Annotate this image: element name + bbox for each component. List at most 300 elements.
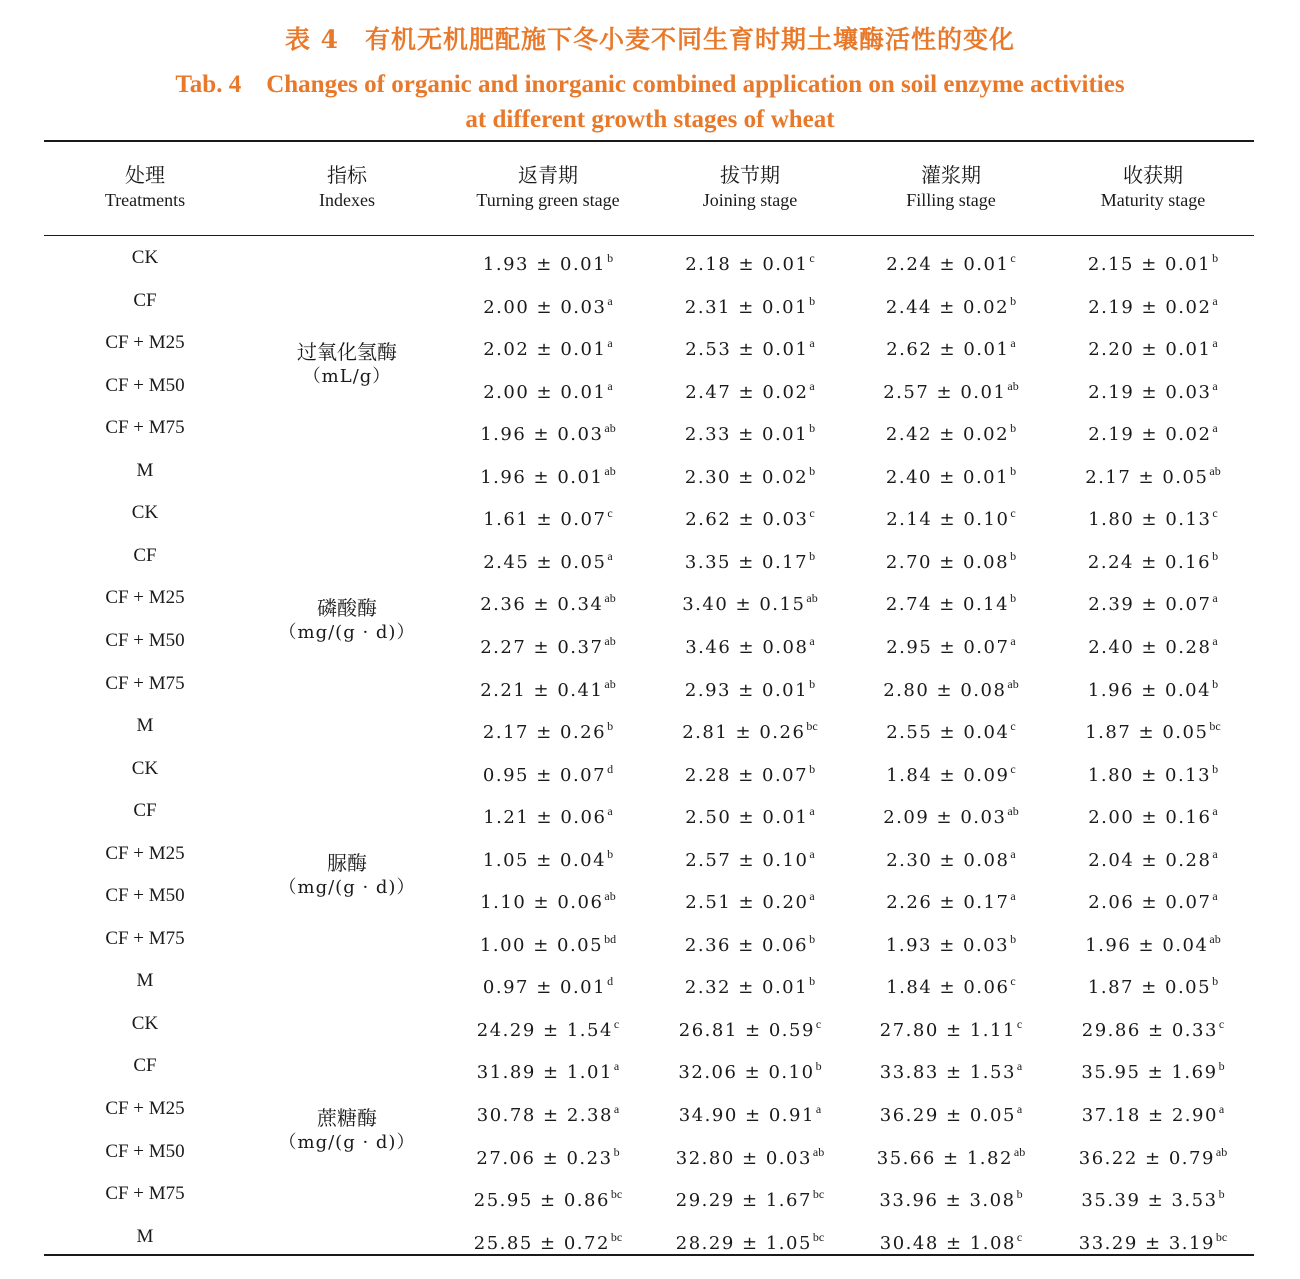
significance-letter: a bbox=[613, 1059, 620, 1074]
significance-letter: a bbox=[1212, 293, 1218, 308]
significance-letter: c bbox=[809, 251, 815, 265]
treatment-cell: CF + M50 bbox=[105, 374, 185, 396]
mean-sd-value: 1.61 ± 0.07 bbox=[483, 509, 607, 531]
treatment-cell: CF bbox=[133, 1055, 157, 1077]
treatment-cell: CF bbox=[133, 544, 157, 566]
value-cell-joining bbox=[650, 289, 850, 318]
header-indexes-en: Indexes bbox=[319, 190, 375, 210]
value-cell-turning-green bbox=[448, 1140, 648, 1169]
table-top-rule bbox=[44, 140, 1254, 142]
value-cell-maturity bbox=[1053, 544, 1253, 573]
significance-letter: ab bbox=[604, 633, 616, 648]
treatment-cell: CF + M25 bbox=[105, 1098, 185, 1119]
mean-sd-value: 1.10 ± 0.06 bbox=[480, 892, 604, 914]
significance-letter: b bbox=[1010, 931, 1017, 946]
mean-sd-value: 2.31 ± 0.01 bbox=[684, 296, 809, 318]
value-cell-joining bbox=[650, 1140, 850, 1169]
significance-letter: a bbox=[1010, 846, 1016, 861]
mean-sd-value: 36.29 ± 0.05 bbox=[879, 1105, 1016, 1126]
value-cell-joining bbox=[650, 544, 850, 573]
significance-letter: c bbox=[809, 506, 815, 521]
mean-sd-value: 2.70 ± 0.08 bbox=[885, 551, 1010, 573]
significance-letter: c bbox=[1010, 761, 1016, 776]
index-label bbox=[247, 850, 447, 900]
value-cell-joining bbox=[650, 586, 850, 616]
significance-letter: b bbox=[809, 293, 816, 308]
value-cell-maturity bbox=[1053, 1012, 1253, 1041]
mean-sd-value: 1.21 ± 0.06 bbox=[483, 807, 607, 829]
mean-sd-value: 2.36 ± 0.34 bbox=[480, 594, 604, 616]
significance-letter: b bbox=[1010, 463, 1017, 478]
significance-letter: b bbox=[1212, 548, 1219, 563]
value-cell-turning-green bbox=[448, 1182, 648, 1212]
mean-sd-value: 33.83 ± 1.53 bbox=[879, 1062, 1016, 1084]
significance-letter: a bbox=[1010, 889, 1016, 904]
significance-letter: bc bbox=[1209, 719, 1221, 734]
value-cell-joining bbox=[650, 374, 850, 403]
value-cell-joining bbox=[650, 1054, 850, 1084]
mean-sd-value: 30.78 ± 2.38 bbox=[476, 1105, 613, 1126]
value-cell-joining bbox=[650, 927, 850, 956]
value-cell-joining bbox=[650, 331, 850, 361]
mean-sd-value: 2.74 ± 0.14 bbox=[885, 594, 1010, 616]
treatment-cell: CF + M25 bbox=[105, 332, 185, 354]
treatment-cell: M bbox=[136, 970, 154, 992]
value-cell-turning-green bbox=[448, 672, 648, 701]
value-cell-filling bbox=[851, 884, 1051, 914]
treatment-cell: CK bbox=[131, 502, 159, 524]
value-cell-filling bbox=[851, 927, 1051, 956]
treatment-cell: CF + M50 bbox=[105, 885, 185, 907]
value-cell-turning-green bbox=[448, 416, 648, 446]
mean-sd-value: 35.66 ± 1.82 bbox=[876, 1147, 1013, 1169]
value-cell-turning-green bbox=[448, 544, 648, 573]
significance-letter: ab bbox=[1007, 804, 1019, 819]
mean-sd-value: 2.17 ± 0.05 bbox=[1085, 466, 1209, 488]
mean-sd-value: 36.22 ± 0.79 bbox=[1078, 1147, 1215, 1169]
value-cell-joining bbox=[650, 842, 850, 871]
value-cell-filling bbox=[851, 246, 1051, 275]
significance-letter: b bbox=[809, 463, 816, 478]
significance-letter: b bbox=[607, 846, 614, 861]
mean-sd-value: 29.86 ± 0.33 bbox=[1081, 1019, 1218, 1041]
value-cell-turning-green bbox=[448, 1225, 648, 1254]
significance-letter: a bbox=[1212, 591, 1218, 606]
mean-sd-value: 2.62 ± 0.03 bbox=[685, 509, 809, 531]
mean-sd-value: 2.19 ± 0.02 bbox=[1088, 424, 1212, 446]
value-cell-joining bbox=[650, 629, 850, 658]
treatment-cell: CF + M75 bbox=[105, 417, 185, 439]
mean-sd-value: 2.00 ± 0.16 bbox=[1088, 807, 1212, 829]
header-treatments bbox=[45, 162, 245, 212]
mean-sd-value: 1.96 ± 0.01 bbox=[480, 466, 604, 488]
treatment-cell: CK bbox=[131, 1012, 159, 1034]
index-unit: （mL/g） bbox=[302, 366, 392, 388]
significance-letter: b bbox=[809, 931, 816, 946]
table-caption-en-line2: at different growth stages of wheat bbox=[465, 106, 835, 133]
significance-letter: b bbox=[809, 421, 816, 436]
mean-sd-value: 30.48 ± 1.08 bbox=[879, 1232, 1016, 1254]
value-cell-maturity bbox=[1053, 1182, 1253, 1212]
significance-letter: b bbox=[1010, 591, 1017, 606]
significance-letter: b bbox=[1218, 1059, 1225, 1074]
header-treatments-cn: 处理 bbox=[125, 163, 165, 187]
mean-sd-value: 1.84 ± 0.09 bbox=[886, 764, 1010, 786]
mean-sd-value: 27.80 ± 1.11 bbox=[879, 1019, 1016, 1041]
header-filling-en: Filling stage bbox=[906, 190, 996, 210]
mean-sd-value: 2.28 ± 0.07 bbox=[684, 764, 809, 786]
significance-letter: bc bbox=[610, 1229, 623, 1244]
significance-letter: b bbox=[1212, 676, 1219, 691]
mean-sd-value: 3.40 ± 0.15 bbox=[682, 594, 806, 616]
treatment-cell: CF + M25 bbox=[105, 842, 185, 864]
mean-sd-value: 2.80 ± 0.08 bbox=[883, 679, 1007, 701]
value-cell-joining bbox=[650, 757, 850, 786]
significance-letter: ab bbox=[806, 591, 818, 606]
mean-sd-value: 33.96 ± 3.08 bbox=[879, 1190, 1016, 1212]
significance-letter: ab bbox=[604, 421, 616, 436]
significance-letter: a bbox=[1016, 1102, 1023, 1116]
value-cell-filling bbox=[851, 714, 1051, 744]
mean-sd-value: 35.39 ± 3.53 bbox=[1081, 1190, 1218, 1212]
index-label bbox=[247, 595, 447, 645]
value-cell-joining bbox=[650, 459, 850, 488]
mean-sd-value: 2.14 ± 0.10 bbox=[886, 509, 1010, 531]
value-cell-turning-green bbox=[448, 374, 648, 403]
mean-sd-value: 1.80 ± 0.13 bbox=[1087, 764, 1212, 786]
significance-letter: b bbox=[607, 719, 614, 734]
mean-sd-value: 2.51 ± 0.20 bbox=[685, 892, 809, 914]
table-caption-en-line1: Tab. 4 Changes of organic and inorganic combined application on soil enzyme activities bbox=[175, 71, 1125, 98]
significance-letter: ab bbox=[1215, 1144, 1228, 1159]
mean-sd-value: 1.80 ± 0.13 bbox=[1088, 509, 1212, 531]
significance-letter: b bbox=[1016, 1187, 1023, 1202]
value-cell-turning-green bbox=[448, 586, 648, 616]
mean-sd-value: 2.27 ± 0.37 bbox=[480, 636, 604, 658]
significance-letter: a bbox=[607, 336, 613, 351]
mean-sd-value: 2.00 ± 0.03 bbox=[483, 296, 607, 318]
index-name: 脲酶 bbox=[327, 850, 367, 875]
mean-sd-value: 2.06 ± 0.07 bbox=[1088, 892, 1212, 914]
significance-letter: c bbox=[1010, 974, 1016, 989]
value-cell-filling bbox=[851, 629, 1051, 658]
value-cell-filling bbox=[851, 1012, 1051, 1041]
value-cell-filling bbox=[851, 544, 1051, 573]
significance-letter: c bbox=[613, 1016, 620, 1031]
mean-sd-value: 29.29 ± 1.67 bbox=[675, 1190, 812, 1212]
significance-letter: b bbox=[1218, 1187, 1225, 1202]
treatment-cell: M bbox=[136, 459, 154, 481]
significance-letter: bc bbox=[812, 1229, 825, 1244]
mean-sd-value: 2.40 ± 0.01 bbox=[885, 466, 1010, 488]
significance-letter: a bbox=[607, 804, 613, 819]
mean-sd-value: 3.46 ± 0.08 bbox=[685, 636, 809, 658]
value-cell-joining bbox=[650, 1182, 850, 1212]
value-cell-filling bbox=[851, 1097, 1051, 1126]
header-turning-green bbox=[448, 162, 648, 212]
mean-sd-value: 0.95 ± 0.07 bbox=[482, 764, 607, 786]
mean-sd-value: 2.95 ± 0.07 bbox=[886, 636, 1010, 658]
significance-letter: a bbox=[815, 1102, 822, 1116]
header-maturity-en: Maturity stage bbox=[1100, 190, 1206, 210]
value-cell-filling bbox=[851, 799, 1051, 829]
value-cell-joining bbox=[650, 1012, 850, 1041]
mean-sd-value: 2.53 ± 0.01 bbox=[685, 339, 809, 361]
value-cell-maturity bbox=[1053, 331, 1253, 361]
value-cell-maturity bbox=[1053, 501, 1253, 531]
significance-letter: b bbox=[1212, 251, 1219, 265]
significance-letter: bc bbox=[610, 1187, 623, 1202]
significance-letter: a bbox=[607, 378, 613, 393]
mean-sd-value: 2.36 ± 0.06 bbox=[684, 934, 809, 956]
index-unit: （mg/(g · d)） bbox=[278, 876, 416, 898]
significance-letter: c bbox=[1016, 1016, 1023, 1031]
value-cell-maturity bbox=[1053, 1225, 1253, 1254]
significance-letter: bc bbox=[1215, 1229, 1228, 1244]
value-cell-maturity bbox=[1053, 927, 1253, 956]
value-cell-filling bbox=[851, 842, 1051, 871]
significance-letter: a bbox=[1010, 633, 1016, 648]
significance-letter: ab bbox=[604, 676, 616, 691]
significance-letter: a bbox=[607, 293, 613, 308]
mean-sd-value: 1.00 ± 0.05 bbox=[479, 934, 604, 956]
significance-letter: a bbox=[809, 336, 815, 351]
treatment-cell: CK bbox=[131, 757, 159, 779]
significance-letter: a bbox=[1212, 633, 1218, 648]
mean-sd-value: 2.55 ± 0.04 bbox=[886, 722, 1010, 744]
mean-sd-value: 31.89 ± 1.01 bbox=[476, 1062, 613, 1084]
value-cell-joining bbox=[650, 884, 850, 914]
significance-letter: a bbox=[809, 633, 815, 648]
significance-letter: b bbox=[1010, 421, 1017, 436]
value-cell-turning-green bbox=[448, 459, 648, 488]
header-turning-green-en: Turning green stage bbox=[476, 190, 620, 210]
mean-sd-value: 2.44 ± 0.02 bbox=[885, 296, 1010, 318]
significance-letter: b bbox=[809, 548, 816, 563]
mean-sd-value: 2.40 ± 0.28 bbox=[1088, 636, 1212, 658]
value-cell-maturity bbox=[1053, 459, 1253, 488]
mean-sd-value: 2.33 ± 0.01 bbox=[684, 424, 809, 446]
significance-letter: a bbox=[613, 1102, 620, 1116]
value-cell-filling bbox=[851, 289, 1051, 318]
mean-sd-value: 2.15 ± 0.01 bbox=[1087, 254, 1212, 275]
mean-sd-value: 0.97 ± 0.01 bbox=[482, 977, 607, 999]
significance-letter: bc bbox=[806, 719, 818, 734]
significance-letter: b bbox=[815, 1059, 822, 1074]
mean-sd-value: 2.30 ± 0.02 bbox=[684, 466, 809, 488]
table-header-rule bbox=[44, 235, 1254, 236]
header-turning-green-cn: 返青期 bbox=[518, 163, 578, 187]
mean-sd-value: 25.85 ± 0.72 bbox=[473, 1232, 610, 1254]
value-cell-maturity bbox=[1053, 374, 1253, 403]
significance-letter: ab bbox=[812, 1144, 825, 1159]
significance-letter: b bbox=[809, 974, 816, 989]
value-cell-filling bbox=[851, 416, 1051, 446]
significance-letter: a bbox=[1218, 1102, 1225, 1116]
header-indexes bbox=[247, 162, 447, 212]
significance-letter: a bbox=[1212, 846, 1218, 861]
mean-sd-value: 33.29 ± 3.19 bbox=[1078, 1232, 1215, 1254]
value-cell-turning-green bbox=[448, 501, 648, 531]
significance-letter: a bbox=[1212, 804, 1218, 819]
mean-sd-value: 2.39 ± 0.07 bbox=[1088, 594, 1212, 616]
mean-sd-value: 1.96 ± 0.04 bbox=[1085, 934, 1209, 956]
significance-letter: a bbox=[1010, 336, 1016, 351]
mean-sd-value: 2.50 ± 0.01 bbox=[685, 807, 809, 829]
treatment-cell: CF bbox=[133, 289, 157, 311]
header-joining bbox=[650, 162, 850, 212]
value-cell-filling bbox=[851, 672, 1051, 701]
treatment-cell: M bbox=[136, 1225, 154, 1247]
mean-sd-value: 28.29 ± 1.05 bbox=[675, 1232, 812, 1254]
mean-sd-value: 2.26 ± 0.17 bbox=[886, 892, 1010, 914]
mean-sd-value: 2.57 ± 0.10 bbox=[685, 849, 809, 871]
significance-letter: d bbox=[607, 761, 614, 776]
significance-letter: a bbox=[607, 548, 613, 563]
mean-sd-value: 2.20 ± 0.01 bbox=[1088, 339, 1212, 361]
mean-sd-value: 2.93 ± 0.01 bbox=[684, 679, 809, 701]
significance-letter: ab bbox=[1013, 1144, 1026, 1159]
value-cell-joining bbox=[650, 501, 850, 531]
index-name: 蔗糖酶 bbox=[317, 1106, 377, 1131]
value-cell-filling bbox=[851, 586, 1051, 616]
significance-letter: d bbox=[607, 974, 614, 989]
value-cell-maturity bbox=[1053, 757, 1253, 786]
mean-sd-value: 2.02 ± 0.01 bbox=[483, 339, 607, 361]
value-cell-filling bbox=[851, 1225, 1051, 1254]
significance-letter: ab bbox=[604, 889, 616, 904]
value-cell-turning-green bbox=[448, 799, 648, 829]
value-cell-maturity bbox=[1053, 969, 1253, 999]
index-label bbox=[247, 339, 447, 389]
value-cell-turning-green bbox=[448, 969, 648, 999]
mean-sd-value: 32.06 ± 0.10 bbox=[678, 1062, 815, 1084]
index-name: 过氧化氢酶 bbox=[297, 340, 397, 365]
treatment-cell: CF + M75 bbox=[105, 927, 185, 949]
index-name: 磷酸酶 bbox=[317, 595, 377, 620]
value-cell-joining bbox=[650, 246, 850, 275]
mean-sd-value: 34.90 ± 0.91 bbox=[678, 1105, 815, 1126]
value-cell-maturity bbox=[1053, 586, 1253, 616]
significance-letter: ab bbox=[1209, 931, 1221, 946]
significance-letter: c bbox=[607, 506, 613, 521]
significance-letter: ab bbox=[1209, 463, 1221, 478]
significance-letter: c bbox=[815, 1016, 822, 1031]
significance-letter: c bbox=[1212, 506, 1218, 521]
header-filling-cn: 灌浆期 bbox=[921, 163, 981, 187]
treatment-cell: CF bbox=[133, 800, 157, 822]
significance-letter: a bbox=[809, 889, 815, 904]
mean-sd-value: 24.29 ± 1.54 bbox=[476, 1019, 613, 1041]
value-cell-maturity bbox=[1053, 714, 1253, 744]
mean-sd-value: 1.96 ± 0.04 bbox=[1087, 679, 1212, 701]
significance-letter: b bbox=[1212, 974, 1219, 989]
value-cell-filling bbox=[851, 374, 1051, 403]
value-cell-maturity bbox=[1053, 842, 1253, 871]
significance-letter: b bbox=[1010, 548, 1017, 563]
mean-sd-value: 2.42 ± 0.02 bbox=[885, 424, 1010, 446]
value-cell-maturity bbox=[1053, 1097, 1253, 1126]
mean-sd-value: 2.57 ± 0.01 bbox=[883, 381, 1007, 403]
treatment-cell: CF + M50 bbox=[105, 629, 185, 651]
value-cell-maturity bbox=[1053, 1140, 1253, 1169]
significance-letter: b bbox=[1212, 761, 1219, 776]
value-cell-turning-green bbox=[448, 246, 648, 275]
value-cell-maturity bbox=[1053, 289, 1253, 318]
header-treatments-en: Treatments bbox=[104, 190, 186, 210]
value-cell-turning-green bbox=[448, 842, 648, 871]
significance-letter: bc bbox=[812, 1187, 825, 1202]
value-cell-filling bbox=[851, 757, 1051, 786]
value-cell-maturity bbox=[1053, 799, 1253, 829]
mean-sd-value: 2.47 ± 0.02 bbox=[685, 381, 809, 403]
value-cell-turning-green bbox=[448, 289, 648, 318]
treatment-cell: CF + M50 bbox=[105, 1140, 185, 1162]
significance-letter: b bbox=[613, 1144, 620, 1159]
mean-sd-value: 1.93 ± 0.03 bbox=[885, 934, 1010, 956]
significance-letter: c bbox=[1010, 506, 1016, 521]
index-unit: （mg/(g · d)） bbox=[278, 1132, 416, 1154]
mean-sd-value: 1.05 ± 0.04 bbox=[482, 849, 607, 871]
mean-sd-value: 2.32 ± 0.01 bbox=[684, 977, 809, 999]
mean-sd-value: 2.04 ± 0.28 bbox=[1088, 849, 1212, 871]
mean-sd-value: 2.24 ± 0.01 bbox=[886, 254, 1010, 275]
value-cell-turning-green bbox=[448, 331, 648, 361]
significance-letter: b bbox=[1010, 293, 1017, 308]
significance-letter: a bbox=[809, 846, 815, 861]
value-cell-joining bbox=[650, 969, 850, 999]
value-cell-filling bbox=[851, 459, 1051, 488]
value-cell-maturity bbox=[1053, 672, 1253, 701]
value-cell-turning-green bbox=[448, 927, 648, 956]
value-cell-joining bbox=[650, 714, 850, 744]
mean-sd-value: 2.24 ± 0.16 bbox=[1087, 551, 1212, 573]
significance-letter: a bbox=[1212, 378, 1218, 393]
header-filling bbox=[851, 162, 1051, 212]
mean-sd-value: 2.17 ± 0.26 bbox=[482, 722, 607, 744]
mean-sd-value: 2.45 ± 0.05 bbox=[483, 551, 607, 573]
mean-sd-value: 1.93 ± 0.01 bbox=[482, 254, 607, 275]
mean-sd-value: 2.21 ± 0.41 bbox=[480, 679, 604, 701]
value-cell-joining bbox=[650, 416, 850, 446]
header-joining-cn: 拔节期 bbox=[720, 163, 780, 187]
significance-letter: c bbox=[1010, 251, 1016, 265]
significance-letter: bd bbox=[604, 931, 617, 946]
header-maturity-cn: 收获期 bbox=[1123, 163, 1183, 187]
mean-sd-value: 2.09 ± 0.03 bbox=[883, 807, 1007, 829]
value-cell-filling bbox=[851, 969, 1051, 999]
mean-sd-value: 2.18 ± 0.01 bbox=[685, 254, 809, 275]
significance-letter: b bbox=[607, 251, 614, 265]
mean-sd-value: 2.81 ± 0.26 bbox=[682, 722, 806, 744]
value-cell-turning-green bbox=[448, 757, 648, 786]
significance-letter: ab bbox=[1007, 378, 1019, 393]
header-indexes-cn: 指标 bbox=[327, 163, 367, 187]
significance-letter: b bbox=[809, 676, 816, 691]
value-cell-maturity bbox=[1053, 246, 1253, 275]
value-cell-turning-green bbox=[448, 714, 648, 744]
mean-sd-value: 2.62 ± 0.01 bbox=[886, 339, 1010, 361]
value-cell-maturity bbox=[1053, 416, 1253, 446]
significance-letter: ab bbox=[604, 591, 616, 606]
index-unit: （mg/(g · d)） bbox=[278, 621, 416, 643]
value-cell-filling bbox=[851, 1140, 1051, 1169]
treatment-cell: CK bbox=[131, 247, 159, 268]
header-maturity bbox=[1053, 162, 1253, 212]
mean-sd-value: 1.96 ± 0.03 bbox=[480, 424, 604, 446]
value-cell-joining bbox=[650, 672, 850, 701]
treatment-cell: CF + M75 bbox=[105, 1183, 185, 1205]
